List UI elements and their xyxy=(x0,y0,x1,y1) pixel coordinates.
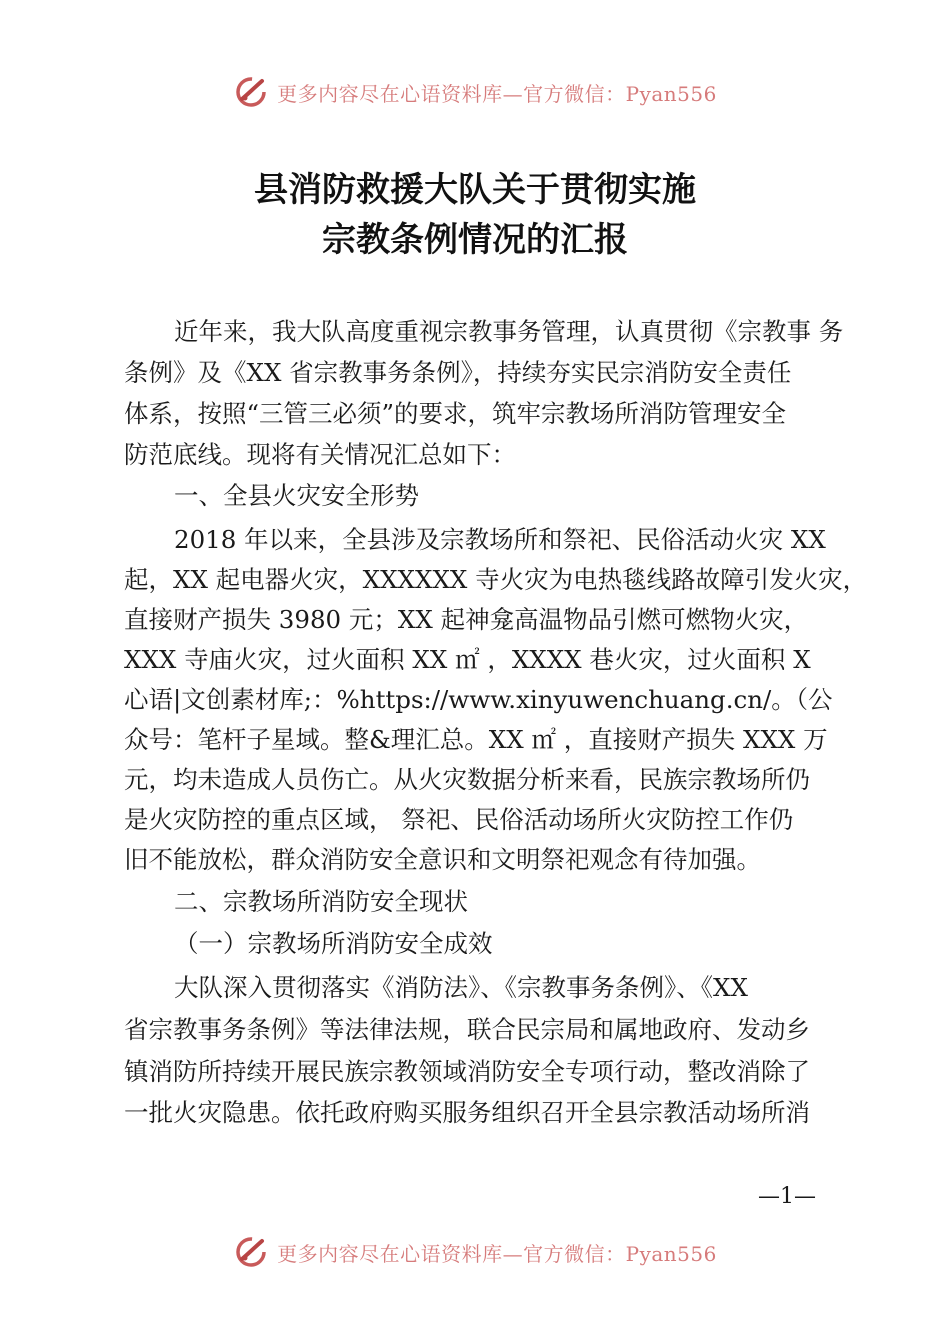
body-line: 省宗教事务条例》等法律法规，联合民宗局和属地政府、发动乡 xyxy=(124,1015,810,1044)
watermark-text: 更多内容尽在心语资料库—官方微信：Pyan556 xyxy=(277,81,717,106)
body-line: 元，均未造成人员伤亡。从火灾数据分析来看，民族宗教场所仍 xyxy=(124,765,810,794)
subsection-heading: （一）宗教场所消防安全成效 xyxy=(174,929,493,958)
body-line: XXX 寺庙火灾，过火面积 XX ㎡ ，XXXX 巷火灾，过火面积 X xyxy=(124,645,811,674)
ink-brush-logo-icon xyxy=(233,74,269,110)
ink-brush-logo-icon xyxy=(233,1234,269,1270)
watermark-header xyxy=(0,72,950,112)
watermark-text: 更多内容尽在心语资料库—官方微信：Pyan556 xyxy=(277,1241,717,1266)
body-line: 是火灾防控的重点区域， 祭祀、民俗活动场所火灾防控工作仍 xyxy=(124,805,794,834)
body-line: 镇消防所持续开展民族宗教领域消防安全专项行动，整改消除了 xyxy=(124,1057,810,1086)
body-line: 近年来，我大队高度重视宗教事务管理，认真贯彻《宗教事 务 xyxy=(174,317,844,346)
body-line: 起，XX 起电器火灾，XXXXXX 寺火灾为电热毯线路故障引发火灾， xyxy=(124,565,868,594)
body-line: 一批火灾隐患。依托政府购买服务组织召开全县宗教活动场所消 xyxy=(124,1098,810,1127)
body-line: 众号：笔杆子星域。整&理汇总。XX ㎡ ，直接财产损失 XXX 万 xyxy=(124,725,828,754)
body-line: 心语|文创素材库;：%https://www.xinyuwenchuang.cn/。（公 xyxy=(124,685,833,714)
watermark-footer xyxy=(0,1232,950,1272)
document-title-line-2: 宗教条例情况的汇报 xyxy=(322,220,628,260)
body-line: 2018 年以来，全县涉及宗教场所和祭祀、民俗活动火灾 XX xyxy=(174,525,826,554)
document-title-line-1: 县消防救援大队关于贯彻实施 xyxy=(254,170,696,210)
body-line: 条例》及《XX 省宗教事务条例》，持续夯实民宗消防安全责任 xyxy=(124,358,792,387)
body-line: 大队深入贯彻落实《消防法》、《宗教事务条例》、《XX xyxy=(174,973,748,1002)
body-line: 体系，按照“三管三必须”的要求，筑牢宗教场所消防管理安全 xyxy=(124,399,787,428)
section-heading: 二、宗教场所消防安全现状 xyxy=(174,887,468,916)
page-number: —1— xyxy=(758,1184,816,1209)
body-line: 防范底线。现将有关情况汇总如下： xyxy=(124,440,516,469)
body-line: 直接财产损失 3980 元；XX 起神龛高温物品引燃可燃物火灾， xyxy=(124,605,809,634)
section-heading: 一、全县火灾安全形势 xyxy=(174,481,419,510)
body-line: 旧不能放松，群众消防安全意识和文明祭祀观念有待加强。 xyxy=(124,845,761,874)
